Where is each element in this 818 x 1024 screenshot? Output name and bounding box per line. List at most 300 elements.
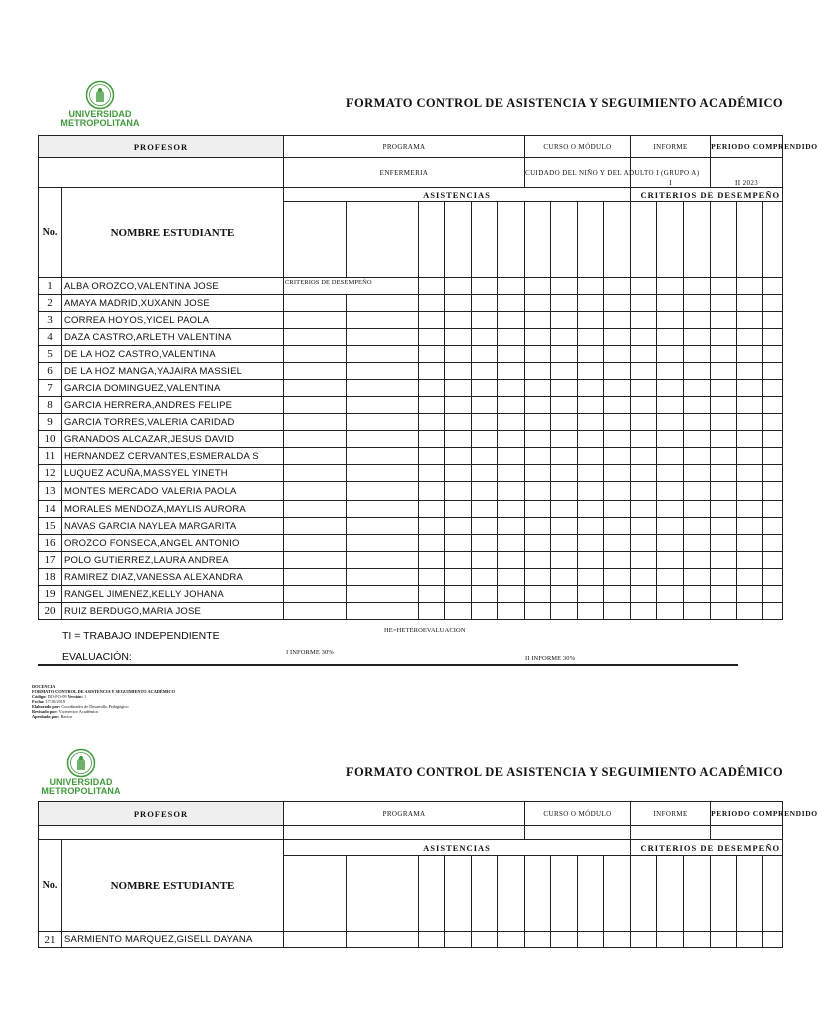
attendance-cell[interactable] xyxy=(684,586,711,603)
attendance-cell[interactable] xyxy=(525,363,551,380)
attendance-cell[interactable] xyxy=(578,414,604,431)
attendance-cell[interactable] xyxy=(498,465,525,482)
attendance-cell[interactable] xyxy=(604,363,631,380)
attendance-cell[interactable] xyxy=(498,363,525,380)
attendance-cell[interactable] xyxy=(631,363,657,380)
attendance-cell[interactable] xyxy=(445,397,472,414)
attendance-cell[interactable] xyxy=(284,397,347,414)
attendance-cell[interactable] xyxy=(419,569,445,586)
attendance-cell[interactable] xyxy=(419,932,445,948)
attendance-cell[interactable] xyxy=(347,465,419,482)
attendance-cell[interactable] xyxy=(763,448,783,465)
attendance-cell[interactable] xyxy=(284,482,347,501)
attendance-cell[interactable] xyxy=(419,329,445,346)
attendance-cell[interactable] xyxy=(737,552,763,569)
attendance-cell[interactable] xyxy=(763,346,783,363)
attendance-cell[interactable] xyxy=(578,295,604,312)
attendance-cell[interactable] xyxy=(631,482,657,501)
attendance-cell[interactable] xyxy=(347,329,419,346)
date-cell[interactable] xyxy=(445,202,472,278)
attendance-cell[interactable] xyxy=(498,380,525,397)
attendance-cell[interactable] xyxy=(551,586,578,603)
attendance-cell[interactable] xyxy=(763,501,783,518)
attendance-cell[interactable] xyxy=(284,501,347,518)
attendance-cell[interactable] xyxy=(284,380,347,397)
attendance-cell[interactable] xyxy=(347,295,419,312)
attendance-cell[interactable] xyxy=(525,501,551,518)
attendance-cell[interactable] xyxy=(472,329,498,346)
attendance-cell[interactable] xyxy=(578,569,604,586)
attendance-cell[interactable] xyxy=(498,346,525,363)
attendance-cell[interactable] xyxy=(498,414,525,431)
attendance-cell[interactable] xyxy=(498,482,525,501)
attendance-cell[interactable] xyxy=(419,363,445,380)
attendance-cell[interactable] xyxy=(551,397,578,414)
attendance-cell[interactable] xyxy=(631,346,657,363)
attendance-cell[interactable] xyxy=(445,363,472,380)
attendance-cell[interactable] xyxy=(445,278,472,295)
attendance-cell[interactable] xyxy=(525,431,551,448)
attendance-cell[interactable] xyxy=(604,278,631,295)
attendance-cell[interactable] xyxy=(498,552,525,569)
attendance-cell[interactable] xyxy=(578,501,604,518)
attendance-cell[interactable] xyxy=(763,552,783,569)
attendance-cell[interactable] xyxy=(419,278,445,295)
attendance-cell[interactable] xyxy=(763,329,783,346)
attendance-cell[interactable] xyxy=(631,518,657,535)
attendance-cell[interactable] xyxy=(347,535,419,552)
attendance-cell[interactable] xyxy=(631,295,657,312)
attendance-cell[interactable] xyxy=(631,552,657,569)
attendance-cell[interactable] xyxy=(419,448,445,465)
attendance-cell[interactable] xyxy=(525,586,551,603)
attendance-cell[interactable] xyxy=(711,363,737,380)
attendance-cell[interactable] xyxy=(631,501,657,518)
attendance-cell[interactable] xyxy=(604,569,631,586)
attendance-cell[interactable] xyxy=(525,397,551,414)
attendance-cell[interactable] xyxy=(445,448,472,465)
attendance-cell[interactable] xyxy=(472,414,498,431)
attendance-cell[interactable] xyxy=(604,518,631,535)
attendance-cell[interactable] xyxy=(684,363,711,380)
date-cell[interactable] xyxy=(763,202,783,278)
attendance-cell[interactable] xyxy=(763,363,783,380)
attendance-cell[interactable] xyxy=(445,518,472,535)
attendance-cell[interactable] xyxy=(284,465,347,482)
attendance-cell[interactable] xyxy=(498,932,525,948)
attendance-cell[interactable] xyxy=(498,535,525,552)
attendance-cell[interactable] xyxy=(445,932,472,948)
attendance-cell[interactable] xyxy=(284,552,347,569)
attendance-cell[interactable] xyxy=(737,603,763,620)
attendance-cell[interactable] xyxy=(737,397,763,414)
attendance-cell[interactable] xyxy=(525,518,551,535)
attendance-cell[interactable] xyxy=(551,448,578,465)
attendance-cell[interactable] xyxy=(347,448,419,465)
attendance-cell[interactable] xyxy=(578,482,604,501)
attendance-cell[interactable] xyxy=(472,397,498,414)
attendance-cell[interactable] xyxy=(525,535,551,552)
attendance-cell[interactable] xyxy=(657,397,684,414)
date-cell[interactable] xyxy=(657,856,684,932)
attendance-cell[interactable] xyxy=(711,414,737,431)
attendance-cell[interactable] xyxy=(472,552,498,569)
attendance-cell[interactable] xyxy=(657,329,684,346)
attendance-cell[interactable] xyxy=(284,312,347,329)
attendance-cell[interactable] xyxy=(445,535,472,552)
attendance-cell[interactable] xyxy=(631,932,657,948)
attendance-cell[interactable] xyxy=(419,397,445,414)
attendance-cell[interactable] xyxy=(551,295,578,312)
attendance-cell[interactable] xyxy=(347,397,419,414)
attendance-cell[interactable] xyxy=(472,586,498,603)
attendance-cell[interactable] xyxy=(284,569,347,586)
attendance-cell[interactable] xyxy=(525,448,551,465)
attendance-cell[interactable] xyxy=(445,312,472,329)
attendance-cell[interactable] xyxy=(445,380,472,397)
attendance-cell[interactable] xyxy=(551,932,578,948)
attendance-cell[interactable] xyxy=(551,552,578,569)
attendance-cell[interactable] xyxy=(763,414,783,431)
attendance-cell[interactable] xyxy=(711,552,737,569)
attendance-cell[interactable] xyxy=(763,431,783,448)
attendance-cell[interactable] xyxy=(684,397,711,414)
attendance-cell[interactable] xyxy=(578,552,604,569)
attendance-cell[interactable] xyxy=(684,465,711,482)
attendance-cell[interactable] xyxy=(737,312,763,329)
attendance-cell[interactable] xyxy=(525,278,551,295)
attendance-cell[interactable] xyxy=(551,535,578,552)
attendance-cell[interactable] xyxy=(472,312,498,329)
attendance-cell[interactable] xyxy=(657,295,684,312)
attendance-cell[interactable] xyxy=(347,363,419,380)
attendance-cell[interactable] xyxy=(578,312,604,329)
attendance-cell[interactable] xyxy=(604,397,631,414)
attendance-cell[interactable] xyxy=(657,518,684,535)
attendance-cell[interactable] xyxy=(498,397,525,414)
attendance-cell[interactable] xyxy=(551,501,578,518)
attendance-cell[interactable] xyxy=(347,482,419,501)
attendance-cell[interactable] xyxy=(347,380,419,397)
attendance-cell[interactable] xyxy=(445,329,472,346)
date-cell[interactable] xyxy=(684,856,711,932)
attendance-cell[interactable] xyxy=(551,278,578,295)
attendance-cell[interactable] xyxy=(737,465,763,482)
attendance-cell[interactable] xyxy=(445,569,472,586)
attendance-cell[interactable] xyxy=(284,586,347,603)
attendance-cell[interactable] xyxy=(711,518,737,535)
attendance-cell[interactable] xyxy=(578,363,604,380)
attendance-cell[interactable] xyxy=(711,312,737,329)
attendance-cell[interactable] xyxy=(604,932,631,948)
attendance-cell[interactable] xyxy=(445,431,472,448)
attendance-cell[interactable] xyxy=(284,295,347,312)
programa-value[interactable] xyxy=(284,826,525,840)
attendance-cell[interactable] xyxy=(604,448,631,465)
attendance-cell[interactable] xyxy=(684,278,711,295)
attendance-cell[interactable] xyxy=(711,501,737,518)
attendance-cell[interactable] xyxy=(711,295,737,312)
attendance-cell[interactable] xyxy=(737,278,763,295)
attendance-cell[interactable] xyxy=(737,363,763,380)
attendance-cell[interactable] xyxy=(578,535,604,552)
attendance-cell[interactable] xyxy=(498,431,525,448)
attendance-cell[interactable] xyxy=(763,295,783,312)
attendance-cell[interactable] xyxy=(737,501,763,518)
attendance-cell[interactable] xyxy=(347,518,419,535)
attendance-cell[interactable] xyxy=(763,932,783,948)
attendance-cell[interactable] xyxy=(604,535,631,552)
attendance-cell[interactable] xyxy=(445,501,472,518)
attendance-cell[interactable] xyxy=(445,465,472,482)
attendance-cell[interactable] xyxy=(684,329,711,346)
attendance-cell[interactable] xyxy=(419,380,445,397)
attendance-cell[interactable] xyxy=(472,363,498,380)
attendance-cell[interactable] xyxy=(763,535,783,552)
date-cell[interactable] xyxy=(737,202,763,278)
attendance-cell[interactable] xyxy=(472,535,498,552)
attendance-cell[interactable] xyxy=(284,518,347,535)
attendance-cell[interactable] xyxy=(472,295,498,312)
attendance-cell[interactable] xyxy=(284,932,347,948)
date-cell[interactable] xyxy=(631,202,657,278)
attendance-cell[interactable] xyxy=(657,380,684,397)
attendance-cell[interactable] xyxy=(711,346,737,363)
attendance-cell[interactable] xyxy=(737,431,763,448)
attendance-cell[interactable] xyxy=(472,380,498,397)
attendance-cell[interactable] xyxy=(419,501,445,518)
attendance-cell[interactable] xyxy=(604,295,631,312)
attendance-cell[interactable] xyxy=(578,380,604,397)
attendance-cell[interactable] xyxy=(657,414,684,431)
attendance-cell[interactable] xyxy=(551,465,578,482)
attendance-cell[interactable] xyxy=(631,569,657,586)
attendance-cell[interactable] xyxy=(684,482,711,501)
attendance-cell[interactable] xyxy=(631,278,657,295)
attendance-cell[interactable] xyxy=(604,414,631,431)
attendance-cell[interactable] xyxy=(498,586,525,603)
attendance-cell[interactable] xyxy=(347,346,419,363)
attendance-cell[interactable] xyxy=(284,414,347,431)
attendance-cell[interactable] xyxy=(684,431,711,448)
date-cell[interactable] xyxy=(525,856,551,932)
attendance-cell[interactable] xyxy=(284,535,347,552)
attendance-cell[interactable] xyxy=(737,380,763,397)
attendance-cell[interactable] xyxy=(347,501,419,518)
date-cell[interactable] xyxy=(631,856,657,932)
attendance-cell[interactable] xyxy=(684,552,711,569)
attendance-cell[interactable] xyxy=(419,465,445,482)
informe-value[interactable] xyxy=(631,826,711,840)
attendance-cell[interactable] xyxy=(604,552,631,569)
date-cell[interactable] xyxy=(604,856,631,932)
attendance-cell[interactable] xyxy=(657,431,684,448)
date-cell[interactable] xyxy=(347,856,419,932)
periodo-value[interactable] xyxy=(711,826,783,840)
date-cell[interactable] xyxy=(284,202,347,278)
attendance-cell[interactable] xyxy=(631,380,657,397)
attendance-cell[interactable] xyxy=(631,535,657,552)
attendance-cell[interactable] xyxy=(657,363,684,380)
attendance-cell[interactable] xyxy=(445,482,472,501)
date-cell[interactable] xyxy=(551,856,578,932)
attendance-cell[interactable] xyxy=(657,448,684,465)
attendance-cell[interactable] xyxy=(763,278,783,295)
date-cell[interactable] xyxy=(737,856,763,932)
curso-value[interactable] xyxy=(525,826,631,840)
attendance-cell[interactable] xyxy=(684,501,711,518)
attendance-cell[interactable] xyxy=(763,380,783,397)
attendance-cell[interactable] xyxy=(578,346,604,363)
attendance-cell[interactable] xyxy=(737,448,763,465)
attendance-cell[interactable] xyxy=(763,312,783,329)
attendance-cell[interactable] xyxy=(498,448,525,465)
attendance-cell[interactable] xyxy=(525,482,551,501)
attendance-cell[interactable] xyxy=(551,380,578,397)
attendance-cell[interactable] xyxy=(737,295,763,312)
attendance-cell[interactable] xyxy=(525,346,551,363)
attendance-cell[interactable] xyxy=(347,569,419,586)
attendance-cell[interactable] xyxy=(711,569,737,586)
date-cell[interactable] xyxy=(472,856,498,932)
attendance-cell[interactable] xyxy=(525,312,551,329)
attendance-cell[interactable] xyxy=(763,482,783,501)
attendance-cell[interactable] xyxy=(419,295,445,312)
attendance-cell[interactable] xyxy=(711,397,737,414)
attendance-cell[interactable] xyxy=(604,501,631,518)
date-cell[interactable] xyxy=(711,856,737,932)
attendance-cell[interactable] xyxy=(498,312,525,329)
attendance-cell[interactable] xyxy=(631,329,657,346)
attendance-cell[interactable] xyxy=(472,278,498,295)
attendance-cell[interactable] xyxy=(631,586,657,603)
attendance-cell[interactable] xyxy=(419,482,445,501)
date-cell[interactable] xyxy=(284,856,347,932)
attendance-cell[interactable] xyxy=(578,518,604,535)
attendance-cell[interactable] xyxy=(604,431,631,448)
attendance-cell[interactable] xyxy=(551,363,578,380)
attendance-cell[interactable] xyxy=(763,518,783,535)
attendance-cell[interactable] xyxy=(711,586,737,603)
attendance-cell[interactable] xyxy=(578,329,604,346)
attendance-cell[interactable] xyxy=(631,414,657,431)
attendance-cell[interactable] xyxy=(657,312,684,329)
attendance-cell[interactable] xyxy=(684,312,711,329)
attendance-cell[interactable] xyxy=(657,278,684,295)
attendance-cell[interactable] xyxy=(711,535,737,552)
attendance-cell[interactable] xyxy=(657,586,684,603)
date-cell[interactable] xyxy=(419,856,445,932)
date-cell[interactable] xyxy=(578,856,604,932)
attendance-cell[interactable] xyxy=(347,932,419,948)
attendance-cell[interactable] xyxy=(657,535,684,552)
date-cell[interactable] xyxy=(498,856,525,932)
attendance-cell[interactable] xyxy=(604,482,631,501)
attendance-cell[interactable] xyxy=(684,535,711,552)
attendance-cell[interactable] xyxy=(684,414,711,431)
attendance-cell[interactable] xyxy=(631,448,657,465)
attendance-cell[interactable] xyxy=(498,329,525,346)
attendance-cell[interactable] xyxy=(578,431,604,448)
attendance-cell[interactable] xyxy=(657,465,684,482)
attendance-cell[interactable] xyxy=(684,346,711,363)
attendance-cell[interactable] xyxy=(445,414,472,431)
date-cell[interactable] xyxy=(711,202,737,278)
attendance-cell[interactable] xyxy=(284,329,347,346)
attendance-cell[interactable] xyxy=(472,431,498,448)
attendance-cell[interactable] xyxy=(525,295,551,312)
attendance-cell[interactable] xyxy=(737,535,763,552)
attendance-cell[interactable] xyxy=(551,312,578,329)
attendance-cell[interactable] xyxy=(737,346,763,363)
attendance-cell[interactable] xyxy=(347,586,419,603)
attendance-cell[interactable] xyxy=(445,346,472,363)
attendance-cell[interactable] xyxy=(711,380,737,397)
attendance-cell[interactable] xyxy=(472,569,498,586)
attendance-cell[interactable] xyxy=(657,346,684,363)
attendance-cell[interactable] xyxy=(737,586,763,603)
attendance-cell[interactable] xyxy=(498,295,525,312)
attendance-cell[interactable] xyxy=(419,312,445,329)
attendance-cell[interactable] xyxy=(578,278,604,295)
attendance-cell[interactable] xyxy=(472,465,498,482)
attendance-cell[interactable] xyxy=(763,603,783,620)
attendance-cell[interactable] xyxy=(578,465,604,482)
attendance-cell[interactable] xyxy=(347,312,419,329)
attendance-cell[interactable] xyxy=(419,552,445,569)
attendance-cell[interactable] xyxy=(763,586,783,603)
date-cell[interactable] xyxy=(551,202,578,278)
attendance-cell[interactable] xyxy=(631,465,657,482)
attendance-cell[interactable] xyxy=(498,569,525,586)
attendance-cell[interactable] xyxy=(347,552,419,569)
profesor-value[interactable] xyxy=(39,826,284,840)
attendance-cell[interactable] xyxy=(631,397,657,414)
attendance-cell[interactable] xyxy=(551,431,578,448)
date-cell[interactable] xyxy=(657,202,684,278)
attendance-cell[interactable] xyxy=(525,329,551,346)
date-cell[interactable] xyxy=(763,856,783,932)
attendance-cell[interactable] xyxy=(737,569,763,586)
attendance-cell[interactable] xyxy=(711,465,737,482)
attendance-cell[interactable] xyxy=(711,448,737,465)
attendance-cell[interactable] xyxy=(657,932,684,948)
attendance-cell[interactable] xyxy=(551,569,578,586)
date-cell[interactable] xyxy=(419,202,445,278)
attendance-cell[interactable] xyxy=(631,312,657,329)
attendance-cell[interactable] xyxy=(284,346,347,363)
attendance-cell[interactable] xyxy=(284,448,347,465)
attendance-cell[interactable] xyxy=(551,346,578,363)
attendance-cell[interactable] xyxy=(657,552,684,569)
attendance-cell[interactable] xyxy=(525,569,551,586)
date-cell[interactable] xyxy=(472,202,498,278)
attendance-cell[interactable] xyxy=(445,586,472,603)
attendance-cell[interactable] xyxy=(498,501,525,518)
attendance-cell[interactable] xyxy=(419,346,445,363)
attendance-cell[interactable] xyxy=(347,414,419,431)
attendance-cell[interactable] xyxy=(445,552,472,569)
attendance-cell[interactable] xyxy=(684,518,711,535)
attendance-cell[interactable] xyxy=(472,346,498,363)
date-cell[interactable] xyxy=(445,856,472,932)
attendance-cell[interactable] xyxy=(763,569,783,586)
date-cell[interactable] xyxy=(525,202,551,278)
attendance-cell[interactable] xyxy=(472,518,498,535)
attendance-cell[interactable] xyxy=(551,329,578,346)
attendance-cell[interactable] xyxy=(737,329,763,346)
attendance-cell[interactable] xyxy=(657,569,684,586)
